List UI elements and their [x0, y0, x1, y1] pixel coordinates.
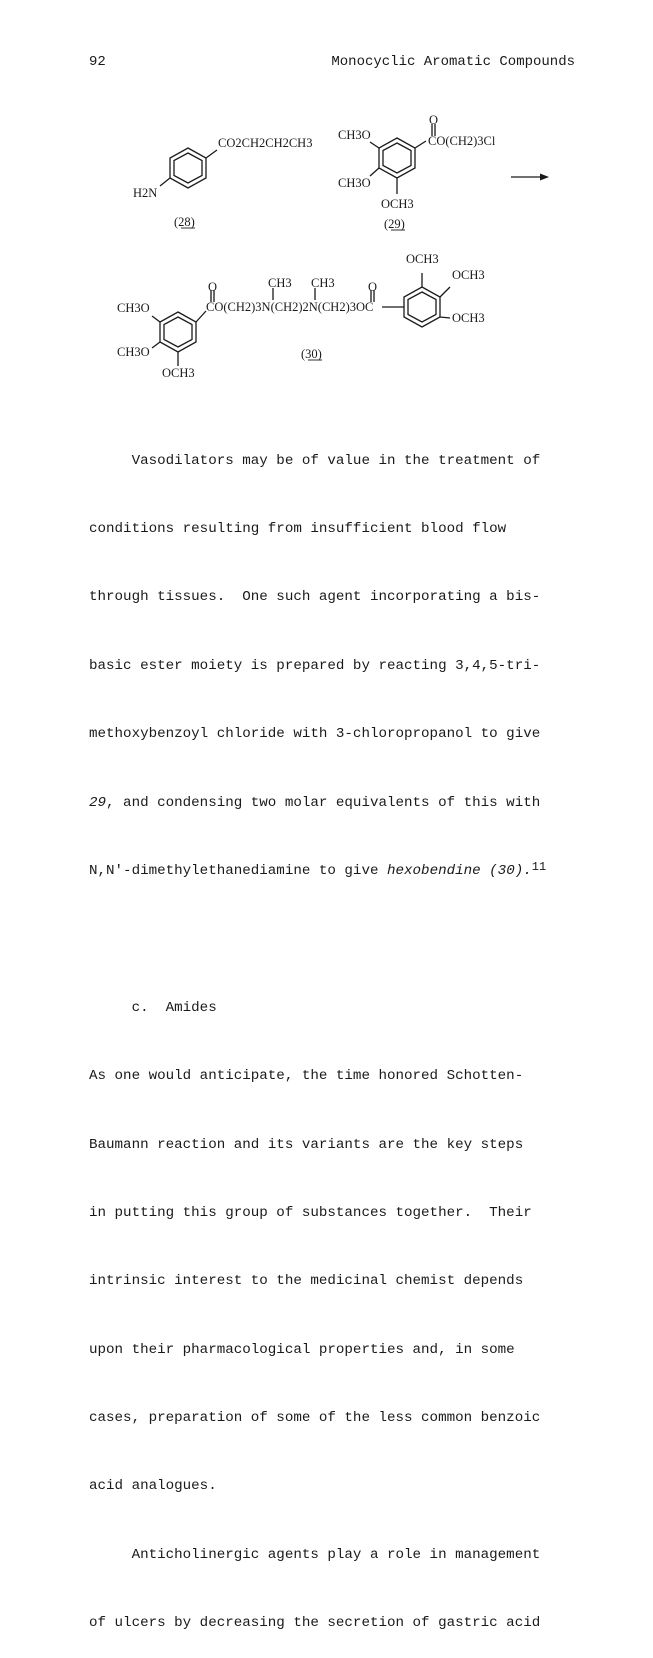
c28-amine-label: H2N: [133, 186, 158, 200]
paragraph-1-line-1: Vasodilators may be of value in the treatment of: [89, 452, 541, 469]
c29-carbonyl-oxygen: O: [429, 113, 439, 127]
c29-methoxy-top: CH3O: [338, 128, 371, 142]
benzene-ring-30-right: [382, 273, 450, 327]
paragraph-2-line-5: upon their pharmacological properties and, in some: [89, 1341, 515, 1358]
c30-methoxy-left-top: CH3O: [117, 301, 150, 315]
compound-ref-29: 29: [89, 794, 107, 811]
paragraph-2-line-7: acid analogues.: [89, 1478, 217, 1495]
c30-linker-chain: CO(CH2)3N(CH2)2N(CH2)3OC: [206, 300, 374, 314]
reference-superscript: 11: [531, 859, 547, 874]
paragraph-2-line-3: in putting this group of substances together. Their: [89, 1204, 532, 1221]
page-number: 92: [89, 54, 106, 70]
c30-methoxy-left-bottom: OCH3: [162, 366, 195, 380]
c29-methoxy-mid: CH3O: [338, 176, 371, 190]
benzene-ring-29: [370, 124, 435, 194]
paragraph-1-line-5: methoxybenzoyl chloride with 3-chloropropanol to give: [89, 726, 541, 743]
paragraph-1-line-7: [89, 860, 589, 883]
hexobendine-name: hexobendine (30).: [387, 862, 532, 879]
c30-methoxy-left-mid: CH3O: [117, 345, 150, 359]
paragraph-2-line-6: cases, preparation of some of the less common benzoic: [89, 1410, 541, 1427]
reaction-scheme: [0, 0, 653, 400]
c30-carbonyl-oxygen-left: O: [208, 280, 218, 294]
paragraph-1-line-6: [89, 792, 589, 815]
c30-carbonyl-oxygen-right: O: [368, 280, 378, 294]
paragraph-1-line-6-rest: , and condensing two molar equivalents of this with: [106, 794, 541, 811]
paragraph-1-line-7-start: N,N'-dimethylethanediamine to give: [89, 862, 387, 879]
c30-methoxy-right-bottom: OCH3: [452, 311, 485, 325]
paragraph-3-line-1: Anticholinergic agents play a role in management: [89, 1546, 541, 1563]
paragraph-1-line-4: basic ester moiety is prepared by reacting 3,4,5-tri-: [89, 657, 541, 674]
paragraph-1-line-3: through tissues. One such agent incorporating a bis-: [89, 589, 541, 606]
c30-compound-number: (30): [301, 347, 322, 361]
arrow-head: [540, 174, 549, 181]
paragraph-2-line-2: Baumann reaction and its variants are the key steps: [89, 1136, 524, 1153]
blank-line: [89, 928, 589, 951]
paragraph-2-line-1: As one would anticipate, the time honored Schotten-: [89, 1068, 524, 1085]
section-heading-amides: c. Amides: [89, 999, 217, 1016]
c29-compound-number: (29): [384, 217, 405, 231]
c30-n-methyl-2: CH3: [311, 276, 335, 290]
benzene-ring-28: [160, 148, 217, 188]
body-text: [89, 404, 589, 1658]
c30-methoxy-right-mid: OCH3: [452, 268, 485, 282]
paragraph-2-line-4: intrinsic interest to the medicinal chemist depends: [89, 1273, 524, 1290]
paragraph-1-line-2: conditions resulting from insufficient blood flow: [89, 520, 507, 537]
c29-methoxy-bottom: OCH3: [381, 197, 414, 211]
c30-methoxy-right-top: OCH3: [406, 252, 439, 266]
c29-side-chain: CO(CH2)3Cl: [428, 134, 496, 148]
c28-ester-label: CO2CH2CH2CH3: [218, 136, 313, 150]
c28-compound-number: (28): [174, 215, 195, 229]
c30-n-methyl-1: CH3: [268, 276, 292, 290]
paragraph-3-line-2: of ulcers by decreasing the secretion of gastric acid: [89, 1615, 541, 1632]
running-title: Monocyclic Aromatic Compounds: [331, 54, 575, 70]
